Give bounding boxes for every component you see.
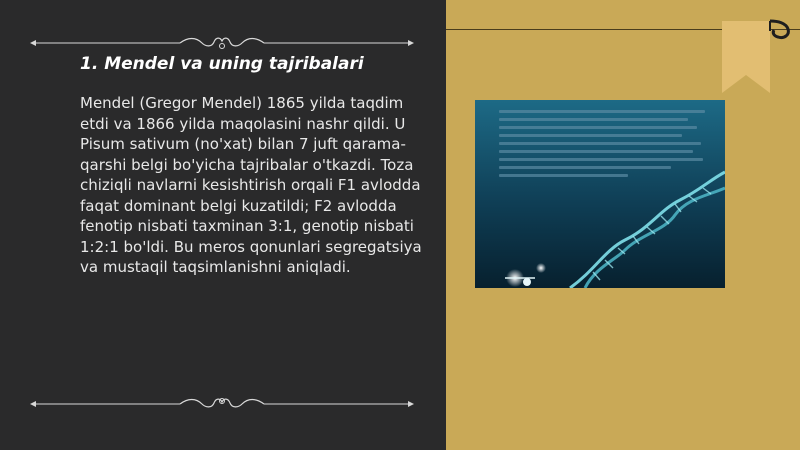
dna-helix-icon [475,100,725,288]
top-ornament-icon [30,35,414,51]
bookmark-icon [718,17,794,97]
dna-helix-image [475,100,725,288]
slide-title: 1. Mendel va uning tajribalari [80,54,364,74]
bottom-ornament-icon [30,396,414,412]
slide-body-text: Mendel (Gregor Mendel) 1865 yilda taqdim etdi va 1866 yilda maqolasini nashr qildi. U Pisum sativum (no'xat) bilan 7 juft qarama-qarshi belgi bo'yicha tajribalar o'tkazdi. Toza chiziqli navlarni kesishtirish orqali F1 avlodda faqat dominant belgi kuzatildi; F2 avlodda fenotip nisbati taxminan 3:1, genotip nisbati 1:2:1 bo'ldi. Bu meros qonunlari segregatsiya va mustaqil taqsimlanishni aniqladi. [80,94,422,276]
